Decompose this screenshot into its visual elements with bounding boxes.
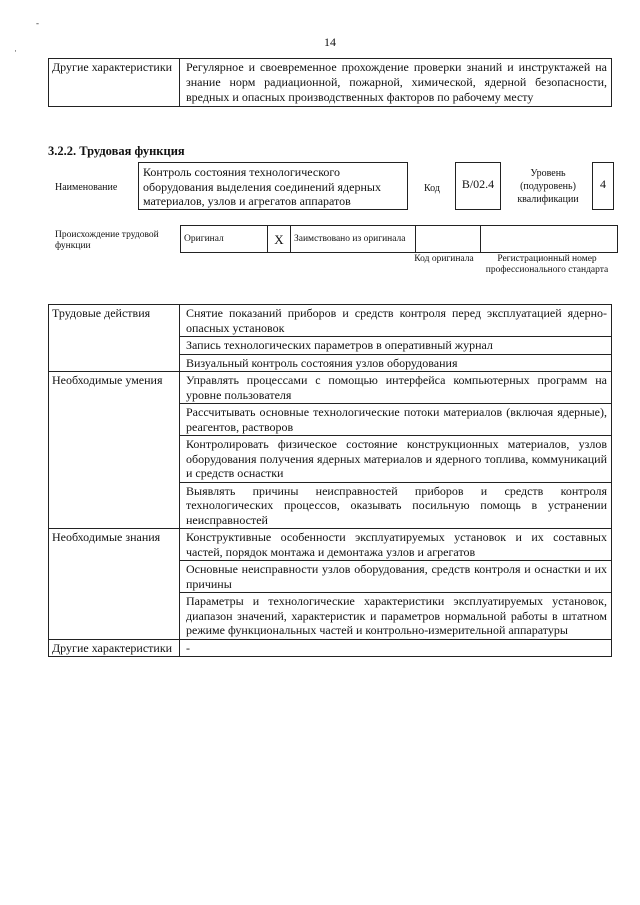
function-details-table [48,304,612,657]
origin-label: Происхождение трудовой функции [55,230,159,251]
skill-item: Рассчитывать основные технологические потоки материалов (включая ядерные), реагентов, растворов [180,404,612,436]
other-characteristics-value: - [180,639,612,657]
other-characteristics-text: Регулярное и своевременное прохождение проверки знаний и инструктажей на знание норм радиационной, пожарной, химической, ядерной безопасности, вредных и опасных производственных факторов по рабочему месту [180,59,612,107]
reg-number-caption: Регистрационный номер профессионального стандарта [485,254,609,275]
skill-item: Управлять процессами с помощью интерфейса компьютерных программ на уровне пользователя [180,372,612,404]
margin-mark: - [36,18,39,28]
labor-action-item: Визуальный контроль состояния узлов оборудования [180,354,612,372]
level-value-box: 4 [592,162,614,210]
original-mark: X [268,226,291,253]
level-label: Уровень (подуровень) квалификации [517,168,579,205]
other-characteristics-label: Другие характеристики [49,59,180,107]
borrowed-label: Заимствовано из оригинала [291,226,416,253]
labor-action-item: Запись технологических параметров в оперативный журнал [180,337,612,355]
required-skills-label: Необходимые умения [49,372,180,529]
labor-action-item: Снятие показаний приборов и средств контроля перед эксплуатацией ядерно-опасных установок [180,305,612,337]
reg-number-cell [481,226,618,253]
other-characteristics-label-2: Другие характеристики [49,639,180,657]
original-label: Оригинал [181,226,268,253]
code-original-caption: Код оригинала [414,254,474,264]
knowledge-item: Конструктивные особенности эксплуатируемых установок и их составных частей, порядок монтажа и демонтажа узлов и агрегатов [180,529,612,561]
name-label: Наименование [55,182,118,193]
margin-dot: · [14,46,17,56]
knowledge-item: Основные неисправности узлов оборудования, средств контроля и оснастки и их причины [180,561,612,593]
code-original-cell [416,226,481,253]
knowledge-item: Параметры и технологические характеристики эксплуатируемых установок, диапазон значений, характеристик и параметров нормальной работы в штатном режиме функциональных частей и контрольно-измерительной аппаратуры [180,593,612,640]
skill-item: Выявлять причины неисправностей приборов и средств контроля технологических процессов, оказывать посильную помощь в устранении неисправностей [180,482,612,529]
origin-table [180,225,618,253]
code-label: Код [424,183,440,194]
function-name-box: Контроль состояния технологического оборудования выделения соединений ядерных материалов, узлов и агрегатов аппаратов [138,162,408,210]
skill-item: Контролировать физическое состояние конструкционных материалов, узлов оборудования получения ядерных материалов и ядерного топлива, коммуникаций и средств оснастки [180,436,612,483]
page-number: 14 [324,35,336,49]
labor-actions-label: Трудовые действия [49,305,180,372]
other-characteristics-table [48,58,612,107]
required-knowledge-label: Необходимые знания [49,529,180,640]
function-code-box: B/02.4 [455,162,501,210]
section-heading: 3.2.2. Трудовая функция [48,144,185,158]
